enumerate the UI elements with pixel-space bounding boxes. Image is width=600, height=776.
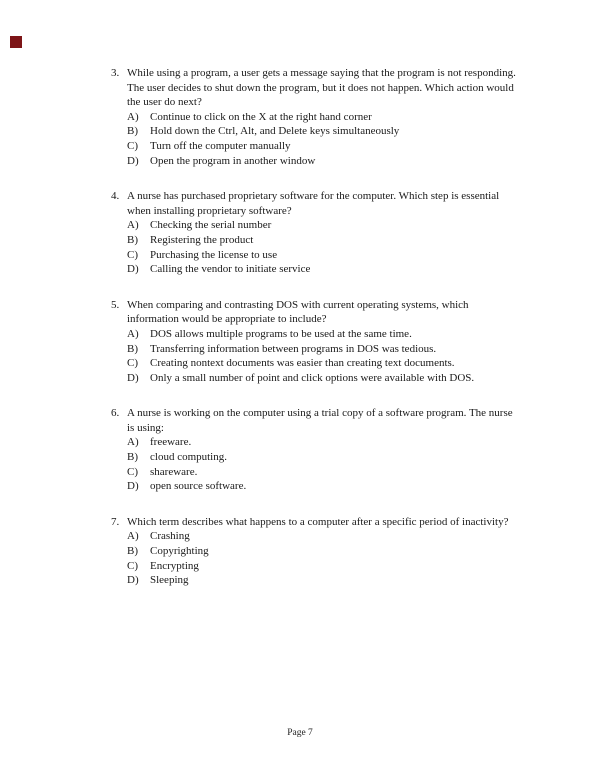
option-row bbox=[127, 450, 570, 465]
question-number: 7. bbox=[111, 515, 120, 528]
option-row bbox=[127, 573, 570, 588]
question-stem-line: the user do next? bbox=[127, 96, 202, 109]
question-stem-line: A nurse has purchased proprietary software for the computer. Which step is essential bbox=[127, 190, 500, 203]
option-row bbox=[127, 356, 570, 371]
red-marker bbox=[10, 36, 22, 48]
option-text: freeware. bbox=[150, 436, 192, 449]
option-text: Only a small number of point and click options were available with DOS. bbox=[150, 371, 475, 384]
question-stem-line: Which term describes what happens to a computer after a specific period of inactivity? bbox=[127, 515, 509, 528]
question-block bbox=[111, 66, 570, 168]
option-letter: B) bbox=[127, 342, 138, 355]
question-stem-line: While using a program, a user gets a message saying that the program is not responding. bbox=[127, 67, 516, 79]
option-text: Calling the vendor to initiate service bbox=[150, 263, 311, 276]
question-block bbox=[111, 515, 570, 588]
option-text: Hold down the Ctrl, Alt, and Delete keys simultaneously bbox=[150, 125, 400, 138]
question-number: 6. bbox=[111, 407, 120, 420]
option-text: Crashing bbox=[150, 530, 190, 543]
option-letter: A) bbox=[127, 110, 139, 123]
option-row bbox=[127, 435, 570, 450]
option-letter: D) bbox=[127, 263, 139, 276]
option-text: Checking the serial number bbox=[150, 219, 272, 232]
option-text: Continue to click on the X at the right hand corner bbox=[150, 110, 372, 123]
question-number: 3. bbox=[111, 67, 120, 79]
question-body bbox=[127, 298, 570, 386]
question-stem-line: is using: bbox=[127, 421, 164, 434]
option-row bbox=[127, 248, 570, 263]
option-letter: C) bbox=[127, 559, 138, 572]
option-text: Purchasing the license to use bbox=[150, 248, 278, 261]
option-text: Sleeping bbox=[150, 574, 189, 587]
option-text: Copyrighting bbox=[150, 545, 209, 558]
option-letter: B) bbox=[127, 125, 138, 138]
option-text: Creating nontext documents was easier than creating text documents. bbox=[150, 357, 455, 370]
option-row bbox=[127, 479, 570, 494]
option-letter: B) bbox=[127, 233, 138, 246]
option-row bbox=[127, 559, 570, 574]
option-text: Open the program in another window bbox=[150, 154, 316, 167]
option-row bbox=[127, 342, 570, 357]
option-letter: B) bbox=[127, 545, 138, 558]
option-text: Registering the product bbox=[150, 233, 254, 246]
question-body bbox=[127, 515, 570, 588]
question-block bbox=[111, 189, 570, 277]
option-letter: A) bbox=[127, 436, 139, 449]
option-row bbox=[127, 327, 570, 342]
option-letter: C) bbox=[127, 248, 138, 261]
questions-list bbox=[111, 66, 570, 609]
option-row bbox=[127, 233, 570, 248]
question-body bbox=[127, 189, 570, 277]
option-letter: C) bbox=[127, 139, 138, 152]
option-letter: D) bbox=[127, 480, 139, 493]
option-letter: A) bbox=[127, 530, 139, 543]
question-block bbox=[111, 406, 570, 494]
option-row bbox=[127, 465, 570, 480]
page-footer bbox=[0, 727, 600, 739]
question-body bbox=[127, 66, 570, 168]
option-row bbox=[127, 262, 570, 277]
option-row bbox=[127, 139, 570, 154]
question-stem-line: A nurse is working on the computer using a trial copy of a software program. The nurse bbox=[127, 407, 513, 420]
option-letter: A) bbox=[127, 219, 139, 232]
option-text: open source software. bbox=[150, 480, 247, 493]
option-letter: C) bbox=[127, 465, 138, 478]
option-row bbox=[127, 110, 570, 125]
question-body bbox=[127, 406, 570, 494]
question-number: 4. bbox=[111, 190, 120, 203]
option-letter: D) bbox=[127, 154, 139, 167]
option-letter: D) bbox=[127, 574, 139, 587]
option-row bbox=[127, 544, 570, 559]
option-row bbox=[127, 218, 570, 233]
option-letter: D) bbox=[127, 371, 139, 384]
option-text: Encrypting bbox=[150, 559, 199, 572]
option-text: Transferring information between programs in DOS was tedious. bbox=[150, 342, 437, 355]
question-block bbox=[111, 298, 570, 386]
option-text: DOS allows multiple programs to be used at the same time. bbox=[150, 327, 412, 340]
option-row bbox=[127, 154, 570, 169]
page-number: Page 7 bbox=[287, 728, 313, 738]
option-text: cloud computing. bbox=[150, 451, 227, 464]
option-row bbox=[127, 529, 570, 544]
question-stem-line: when installing proprietary software? bbox=[127, 204, 292, 217]
question-stem-line: When comparing and contrasting DOS with current operating systems, which bbox=[127, 298, 469, 311]
question-stem-line: The user decides to shut down the program, but it does not happen. Which action would bbox=[127, 81, 514, 94]
option-letter: C) bbox=[127, 357, 138, 370]
option-letter: B) bbox=[127, 451, 138, 464]
option-row bbox=[127, 124, 570, 139]
option-row bbox=[127, 371, 570, 386]
option-letter: A) bbox=[127, 327, 139, 340]
question-number: 5. bbox=[111, 298, 120, 311]
option-text: shareware. bbox=[150, 465, 198, 478]
option-text: Turn off the computer manually bbox=[150, 139, 291, 152]
question-stem-line: information would be appropriate to include? bbox=[127, 313, 327, 326]
